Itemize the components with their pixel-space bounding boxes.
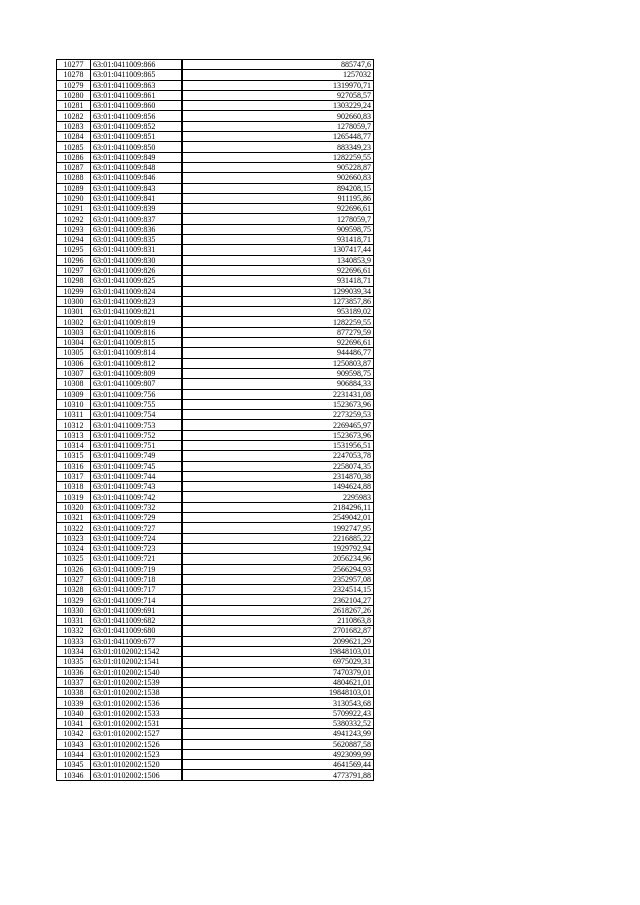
cadastral-number-cell: 63:01:0411009:812	[91, 358, 183, 368]
value-cell: 1494624,88	[182, 482, 374, 492]
value-cell: 953189,02	[182, 307, 374, 317]
row-number-cell: 10337	[57, 677, 91, 687]
cadastral-number-cell: 63:01:0411009:682	[91, 616, 183, 626]
cadastral-number-cell: 63:01:0411009:718	[91, 574, 183, 584]
table-row	[57, 368, 374, 378]
value-cell: 5380332,52	[182, 719, 374, 729]
table-row	[57, 626, 374, 636]
value-cell: 2258074,35	[182, 461, 374, 471]
cadastral-number-cell: 63:01:0411009:824	[91, 286, 183, 296]
cadastral-number-cell: 63:01:0411009:841	[91, 193, 183, 203]
row-number-cell: 10278	[57, 70, 91, 80]
table-row	[57, 440, 374, 450]
row-number-cell: 10308	[57, 379, 91, 389]
value-cell: 1282259,55	[182, 317, 374, 327]
row-number-cell: 10288	[57, 173, 91, 183]
cadastral-number-cell: 63:01:0411009:848	[91, 162, 183, 172]
cadastral-number-cell: 63:01:0411009:680	[91, 626, 183, 636]
table-row	[57, 132, 374, 142]
row-number-cell: 10317	[57, 471, 91, 481]
table-row	[57, 543, 374, 553]
value-cell: 2566294,93	[182, 564, 374, 574]
value-cell: 4641569,44	[182, 760, 374, 770]
row-number-cell: 10338	[57, 688, 91, 698]
row-number-cell: 10291	[57, 204, 91, 214]
table-row	[57, 410, 374, 420]
cadastral-number-cell: 63:01:0411009:821	[91, 307, 183, 317]
value-cell: 2269465,97	[182, 420, 374, 430]
table-row	[57, 265, 374, 275]
row-number-cell: 10322	[57, 523, 91, 533]
value-cell: 2099621,29	[182, 636, 374, 646]
table-body	[57, 60, 374, 781]
cadastral-number-cell: 63:01:0102002:1542	[91, 646, 183, 656]
table-row	[57, 729, 374, 739]
value-cell: 2247053,78	[182, 451, 374, 461]
cadastral-number-cell: 63:01:0411009:755	[91, 399, 183, 409]
row-number-cell: 10320	[57, 502, 91, 512]
cadastral-number-cell: 63:01:0411009:865	[91, 70, 183, 80]
row-number-cell: 10328	[57, 585, 91, 595]
table-row	[57, 90, 374, 100]
row-number-cell: 10345	[57, 760, 91, 770]
table-row	[57, 327, 374, 337]
table-row	[57, 698, 374, 708]
cadastral-number-cell: 63:01:0411009:751	[91, 440, 183, 450]
table-row	[57, 420, 374, 430]
table-row	[57, 708, 374, 718]
cadastral-number-cell: 63:01:0411009:839	[91, 204, 183, 214]
table-row	[57, 358, 374, 368]
value-cell: 2295983	[182, 492, 374, 502]
value-cell: 2231431,08	[182, 389, 374, 399]
value-cell: 922696,61	[182, 204, 374, 214]
cadastral-number-cell: 63:01:0411009:814	[91, 348, 183, 358]
row-number-cell: 10297	[57, 265, 91, 275]
row-number-cell: 10302	[57, 317, 91, 327]
cadastral-number-cell: 63:01:0411009:719	[91, 564, 183, 574]
value-cell: 909598,75	[182, 368, 374, 378]
table-row	[57, 513, 374, 523]
value-cell: 1299039,34	[182, 286, 374, 296]
row-number-cell: 10310	[57, 399, 91, 409]
row-number-cell: 10313	[57, 430, 91, 440]
table-row	[57, 574, 374, 584]
cadastral-number-cell: 63:01:0102002:1533	[91, 708, 183, 718]
value-cell: 883349,23	[182, 142, 374, 152]
row-number-cell: 10346	[57, 770, 91, 780]
row-number-cell: 10299	[57, 286, 91, 296]
table-row	[57, 379, 374, 389]
row-number-cell: 10304	[57, 338, 91, 348]
cadastral-number-cell: 63:01:0411009:856	[91, 111, 183, 121]
value-cell: 927058,57	[182, 90, 374, 100]
row-number-cell: 10327	[57, 574, 91, 584]
table-row	[57, 152, 374, 162]
row-number-cell: 10335	[57, 657, 91, 667]
row-number-cell: 10282	[57, 111, 91, 121]
cadastral-number-cell: 63:01:0411009:714	[91, 595, 183, 605]
value-cell: 877279,59	[182, 327, 374, 337]
value-cell: 922696,61	[182, 265, 374, 275]
row-number-cell: 10283	[57, 121, 91, 131]
table-row	[57, 646, 374, 656]
row-number-cell: 10314	[57, 440, 91, 450]
cadastral-number-cell: 63:01:0411009:745	[91, 461, 183, 471]
row-number-cell: 10311	[57, 410, 91, 420]
table-row	[57, 317, 374, 327]
row-number-cell: 10326	[57, 564, 91, 574]
cadastral-number-cell: 63:01:0102002:1527	[91, 729, 183, 739]
cadastral-number-cell: 63:01:0102002:1539	[91, 677, 183, 687]
table-row	[57, 554, 374, 564]
table-row	[57, 533, 374, 543]
cadastral-number-cell: 63:01:0411009:816	[91, 327, 183, 337]
table-row	[57, 451, 374, 461]
cadastral-number-cell: 63:01:0411009:691	[91, 605, 183, 615]
cadastral-number-cell: 63:01:0102002:1531	[91, 719, 183, 729]
value-cell: 19848103,01	[182, 646, 374, 656]
row-number-cell: 10324	[57, 543, 91, 553]
cadastral-number-cell: 63:01:0411009:724	[91, 533, 183, 543]
table-row	[57, 482, 374, 492]
cadastral-number-cell: 63:01:0411009:752	[91, 430, 183, 440]
table-row	[57, 142, 374, 152]
table-row	[57, 60, 374, 70]
row-number-cell: 10321	[57, 513, 91, 523]
table-row	[57, 760, 374, 770]
table-row	[57, 502, 374, 512]
table-row	[57, 296, 374, 306]
table-row	[57, 564, 374, 574]
value-cell: 5709922,43	[182, 708, 374, 718]
cadastral-number-cell: 63:01:0411009:836	[91, 224, 183, 234]
row-number-cell: 10286	[57, 152, 91, 162]
value-cell: 944486,77	[182, 348, 374, 358]
cadastral-number-cell: 63:01:0411009:825	[91, 276, 183, 286]
row-number-cell: 10319	[57, 492, 91, 502]
row-number-cell: 10296	[57, 255, 91, 265]
table-row	[57, 101, 374, 111]
row-number-cell: 10280	[57, 90, 91, 100]
row-number-cell: 10281	[57, 101, 91, 111]
row-number-cell: 10332	[57, 626, 91, 636]
row-number-cell: 10323	[57, 533, 91, 543]
table-row	[57, 461, 374, 471]
row-number-cell: 10284	[57, 132, 91, 142]
cadastral-number-cell: 63:01:0102002:1526	[91, 739, 183, 749]
row-number-cell: 10344	[57, 749, 91, 759]
table-row	[57, 636, 374, 646]
table-row	[57, 307, 374, 317]
table-row	[57, 399, 374, 409]
value-cell: 885747,6	[182, 60, 374, 70]
table-row	[57, 389, 374, 399]
cadastral-number-cell: 63:01:0102002:1506	[91, 770, 183, 780]
row-number-cell: 10341	[57, 719, 91, 729]
value-cell: 1250803,87	[182, 358, 374, 368]
value-cell: 4941243,99	[182, 729, 374, 739]
table-row	[57, 657, 374, 667]
value-cell: 2273259,53	[182, 410, 374, 420]
value-cell: 2056234,96	[182, 554, 374, 564]
table-row	[57, 276, 374, 286]
row-number-cell: 10336	[57, 667, 91, 677]
row-number-cell: 10329	[57, 595, 91, 605]
row-number-cell: 10315	[57, 451, 91, 461]
cadastral-number-cell: 63:01:0411009:866	[91, 60, 183, 70]
cadastral-number-cell: 63:01:0411009:729	[91, 513, 183, 523]
value-cell: 1523673,96	[182, 430, 374, 440]
row-number-cell: 10300	[57, 296, 91, 306]
row-number-cell: 10340	[57, 708, 91, 718]
value-cell: 4773791,88	[182, 770, 374, 780]
row-number-cell: 10307	[57, 368, 91, 378]
table-row	[57, 749, 374, 759]
table-row	[57, 204, 374, 214]
cadastral-number-cell: 63:01:0411009:837	[91, 214, 183, 224]
value-cell: 894208,15	[182, 183, 374, 193]
value-cell: 911195,86	[182, 193, 374, 203]
value-cell: 931418,71	[182, 276, 374, 286]
table-row	[57, 677, 374, 687]
cadastral-number-cell: 63:01:0411009:754	[91, 410, 183, 420]
row-number-cell: 10331	[57, 616, 91, 626]
table-row	[57, 224, 374, 234]
cadastral-number-cell: 63:01:0411009:749	[91, 451, 183, 461]
cadastral-number-cell: 63:01:0102002:1538	[91, 688, 183, 698]
cadastral-number-cell: 63:01:0411009:843	[91, 183, 183, 193]
value-cell: 3130543,68	[182, 698, 374, 708]
table-row	[57, 595, 374, 605]
cadastral-number-cell: 63:01:0411009:717	[91, 585, 183, 595]
value-cell: 905228,87	[182, 162, 374, 172]
table-row	[57, 471, 374, 481]
value-cell: 2701682,87	[182, 626, 374, 636]
row-number-cell: 10330	[57, 605, 91, 615]
value-cell: 906884,33	[182, 379, 374, 389]
row-number-cell: 10293	[57, 224, 91, 234]
value-cell: 2216885,22	[182, 533, 374, 543]
cadastral-number-cell: 63:01:0411009:723	[91, 543, 183, 553]
value-cell: 4804621,01	[182, 677, 374, 687]
cadastral-number-cell: 63:01:0411009:846	[91, 173, 183, 183]
cadastral-number-cell: 63:01:0411009:860	[91, 101, 183, 111]
table-row	[57, 286, 374, 296]
cadastral-number-cell: 63:01:0411009:831	[91, 245, 183, 255]
table-row	[57, 688, 374, 698]
value-cell: 1307417,44	[182, 245, 374, 255]
cadastral-number-cell: 63:01:0411009:863	[91, 80, 183, 90]
table-row	[57, 70, 374, 80]
cadastral-number-cell: 63:01:0102002:1520	[91, 760, 183, 770]
table-row	[57, 492, 374, 502]
value-cell: 902660,83	[182, 111, 374, 121]
table-row	[57, 523, 374, 533]
cadastral-number-cell: 63:01:0411009:826	[91, 265, 183, 275]
table-row	[57, 214, 374, 224]
value-cell: 5620887,58	[182, 739, 374, 749]
cadastral-number-cell: 63:01:0411009:850	[91, 142, 183, 152]
value-cell: 1257032	[182, 70, 374, 80]
value-cell: 19848103,01	[182, 688, 374, 698]
value-cell: 2184296,11	[182, 502, 374, 512]
cadastral-number-cell: 63:01:0411009:819	[91, 317, 183, 327]
row-number-cell: 10343	[57, 739, 91, 749]
value-cell: 2110863,8	[182, 616, 374, 626]
cadastral-number-cell: 63:01:0411009:753	[91, 420, 183, 430]
row-number-cell: 10277	[57, 60, 91, 70]
value-cell: 2549042,01	[182, 513, 374, 523]
value-cell: 2362104,27	[182, 595, 374, 605]
cadastral-number-cell: 63:01:0411009:727	[91, 523, 183, 533]
value-cell: 1303229,24	[182, 101, 374, 111]
value-cell: 2352957,08	[182, 574, 374, 584]
value-cell: 1278059,7	[182, 121, 374, 131]
value-cell: 1929792,94	[182, 543, 374, 553]
row-number-cell: 10342	[57, 729, 91, 739]
table-row	[57, 739, 374, 749]
row-number-cell: 10303	[57, 327, 91, 337]
value-cell: 7470379,01	[182, 667, 374, 677]
row-number-cell: 10316	[57, 461, 91, 471]
cadastral-number-cell: 63:01:0102002:1536	[91, 698, 183, 708]
row-number-cell: 10306	[57, 358, 91, 368]
table-row	[57, 719, 374, 729]
cadastral-number-cell: 63:01:0411009:835	[91, 235, 183, 245]
value-cell: 1992747,95	[182, 523, 374, 533]
table-row	[57, 348, 374, 358]
cadastral-number-cell: 63:01:0411009:742	[91, 492, 183, 502]
value-cell: 1273857,86	[182, 296, 374, 306]
row-number-cell: 10325	[57, 554, 91, 564]
table-row	[57, 121, 374, 131]
value-cell: 2324514,15	[182, 585, 374, 595]
row-number-cell: 10285	[57, 142, 91, 152]
table-row	[57, 183, 374, 193]
table-row	[57, 255, 374, 265]
cadastral-number-cell: 63:01:0411009:744	[91, 471, 183, 481]
row-number-cell: 10301	[57, 307, 91, 317]
cadastral-number-cell: 63:01:0102002:1523	[91, 749, 183, 759]
cadastral-number-cell: 63:01:0102002:1540	[91, 667, 183, 677]
row-number-cell: 10334	[57, 646, 91, 656]
cadastral-number-cell: 63:01:0411009:852	[91, 121, 183, 131]
row-number-cell: 10287	[57, 162, 91, 172]
table-row	[57, 605, 374, 615]
value-cell: 902660,83	[182, 173, 374, 183]
row-number-cell: 10298	[57, 276, 91, 286]
cadastral-number-cell: 63:01:0411009:809	[91, 368, 183, 378]
cadastral-number-cell: 63:01:0411009:861	[91, 90, 183, 100]
table-row	[57, 245, 374, 255]
table-row	[57, 667, 374, 677]
value-cell: 909598,75	[182, 224, 374, 234]
cadastral-number-cell: 63:01:0102002:1541	[91, 657, 183, 667]
table-row	[57, 770, 374, 780]
row-number-cell: 10318	[57, 482, 91, 492]
table-row	[57, 162, 374, 172]
value-cell: 1340853,9	[182, 255, 374, 265]
table-row	[57, 111, 374, 121]
table-row	[57, 173, 374, 183]
table-row	[57, 430, 374, 440]
value-cell: 4923099,99	[182, 749, 374, 759]
cadastral-number-cell: 63:01:0411009:732	[91, 502, 183, 512]
table-row	[57, 616, 374, 626]
value-cell: 1278059,7	[182, 214, 374, 224]
table-row	[57, 193, 374, 203]
row-number-cell: 10339	[57, 698, 91, 708]
row-number-cell: 10312	[57, 420, 91, 430]
cadastral-number-cell: 63:01:0411009:756	[91, 389, 183, 399]
row-number-cell: 10289	[57, 183, 91, 193]
value-cell: 1523673,96	[182, 399, 374, 409]
cadastral-number-cell: 63:01:0411009:807	[91, 379, 183, 389]
value-cell: 1265448,77	[182, 132, 374, 142]
value-cell: 1319970,71	[182, 80, 374, 90]
row-number-cell: 10294	[57, 235, 91, 245]
row-number-cell: 10333	[57, 636, 91, 646]
cadastral-number-cell: 63:01:0411009:823	[91, 296, 183, 306]
value-cell: 2314870,38	[182, 471, 374, 481]
value-cell: 922696,61	[182, 338, 374, 348]
row-number-cell: 10309	[57, 389, 91, 399]
cadastral-number-cell: 63:01:0411009:851	[91, 132, 183, 142]
cadastral-number-cell: 63:01:0411009:677	[91, 636, 183, 646]
row-number-cell: 10290	[57, 193, 91, 203]
table-row	[57, 235, 374, 245]
row-number-cell: 10305	[57, 348, 91, 358]
cadastral-number-cell: 63:01:0411009:815	[91, 338, 183, 348]
data-table	[56, 59, 374, 781]
value-cell: 1531956,51	[182, 440, 374, 450]
value-cell: 931418,71	[182, 235, 374, 245]
table-row	[57, 80, 374, 90]
table-row	[57, 585, 374, 595]
row-number-cell: 10279	[57, 80, 91, 90]
cadastral-number-cell: 63:01:0411009:849	[91, 152, 183, 162]
table-row	[57, 338, 374, 348]
row-number-cell: 10295	[57, 245, 91, 255]
cadastral-number-cell: 63:01:0411009:830	[91, 255, 183, 265]
row-number-cell: 10292	[57, 214, 91, 224]
value-cell: 2618267,26	[182, 605, 374, 615]
value-cell: 6975029,31	[182, 657, 374, 667]
cadastral-number-cell: 63:01:0411009:743	[91, 482, 183, 492]
cadastral-number-cell: 63:01:0411009:721	[91, 554, 183, 564]
value-cell: 1282259,55	[182, 152, 374, 162]
